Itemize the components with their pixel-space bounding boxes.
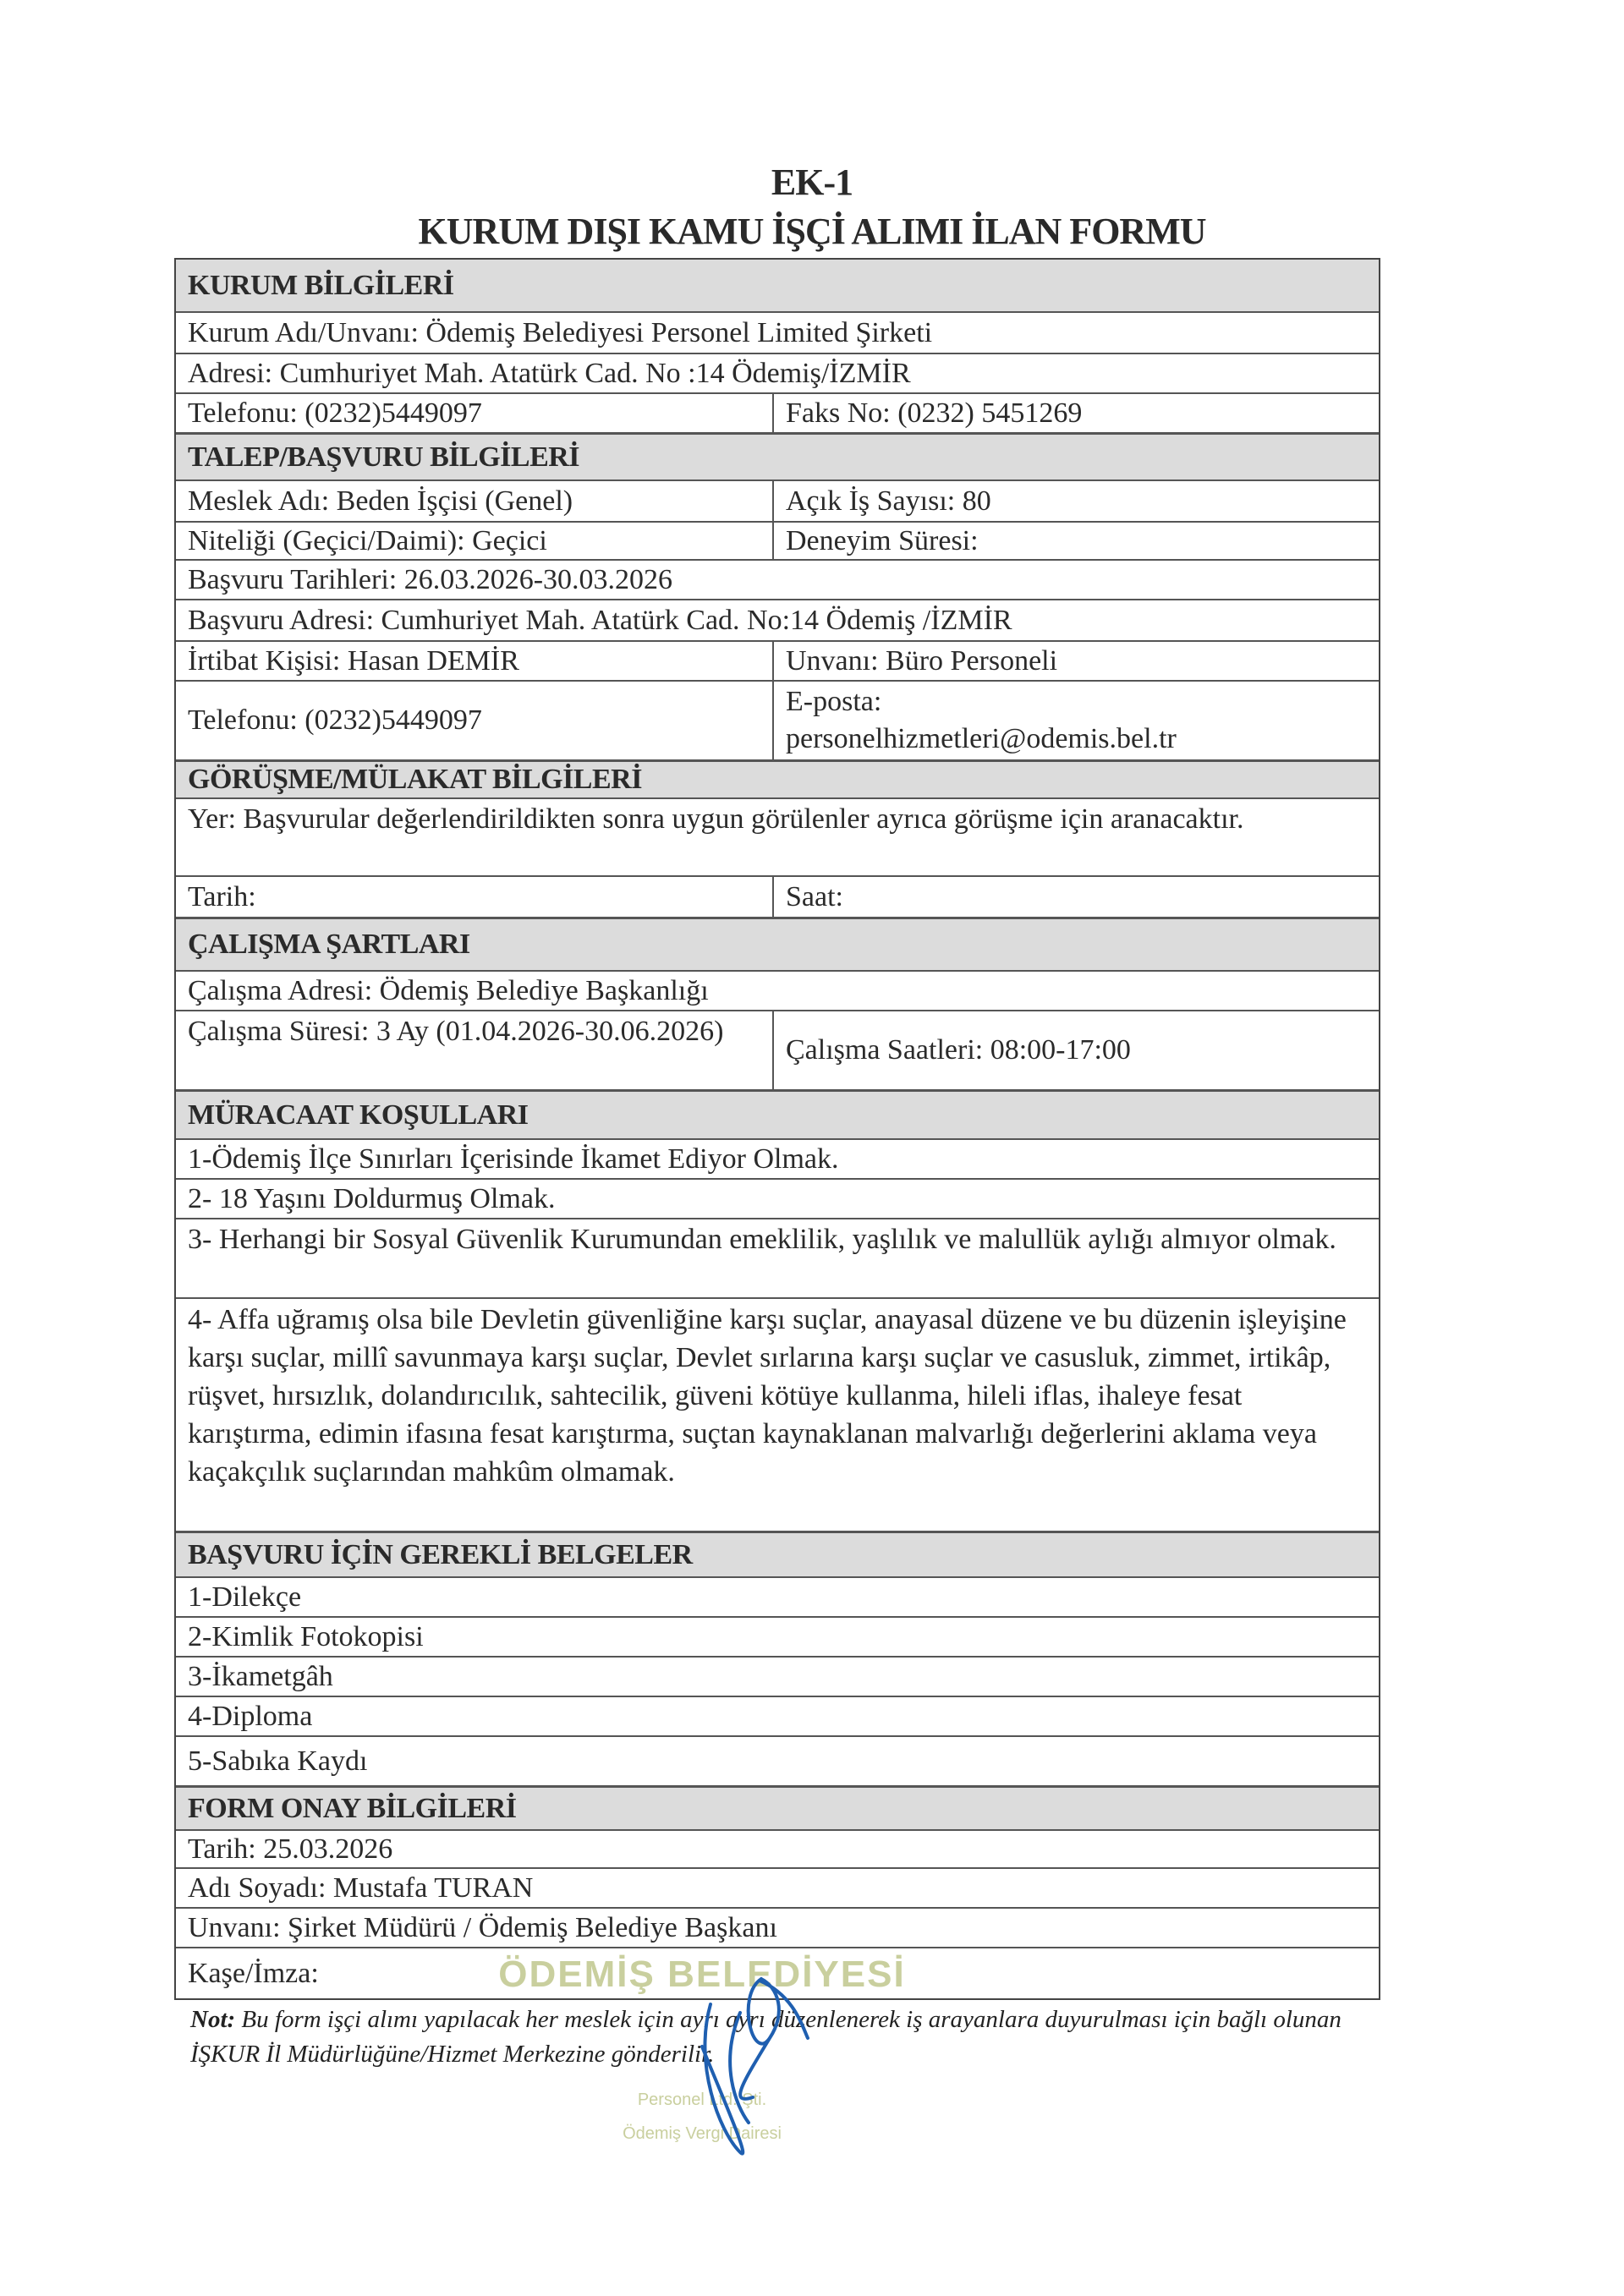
work-duration: Çalışma Süresi: 3 Ay (01.04.2026-30.06.2026) (176, 1011, 774, 1089)
contact-person: İrtibat Kişisi: Hasan DEMİR (176, 642, 774, 680)
work-hours: Çalışma Saatleri: 08:00-17:00 (786, 1034, 1131, 1066)
section-kurum (176, 260, 1379, 311)
document-item: 1-Dilekçe (188, 1581, 302, 1613)
section-heading: FORM ONAY BİLGİLERİ (188, 1792, 517, 1824)
interview-date: Tarih: (176, 877, 774, 917)
section-onay (176, 1785, 1379, 1829)
section-heading: BAŞVURU İÇİN GEREKLİ BELGELER (188, 1538, 693, 1570)
approver-name: Adı Soyadı: Mustafa TURAN (188, 1871, 534, 1904)
condition-item: 1-Ödemiş İlçe Sınırları İçerisinde İkamet Ediyor Olmak. (188, 1143, 839, 1175)
profession: Meslek Adı: Beden İşçisi (Genel) (176, 481, 774, 521)
document-item: 3-İkametgâh (188, 1660, 333, 1692)
job-nature: Niteliği (Geçici/Daimi): Geçici (176, 523, 774, 559)
interview-time: Saat: (786, 880, 843, 912)
note-label: Not: (190, 2006, 236, 2033)
email-label: E-posta: (786, 686, 882, 717)
section-calisma (176, 917, 1379, 970)
section-muracaat (176, 1089, 1379, 1138)
company-stamp-line: Ödemiş Vergi Dairesi (623, 2124, 782, 2143)
signature-icon (660, 1962, 829, 2182)
company-stamp-line: Personel Ltd. Şti. (637, 2091, 767, 2109)
job-posting-form (174, 258, 1380, 2000)
contact-title: Unvanı: Büro Personeli (786, 644, 1058, 677)
institution-fax: Faks No: (0232) 5451269 (786, 397, 1083, 429)
condition-item: 4- Affa uğramış olsa bile Devletin güvenliğine karşı suçlar, anayasal düzene ve bu düzenin işleyişine karşı suçlar, millî savunmaya karşı suçlar, Devlet sırlarına karşı suçlar ve casusluk, zimmet, irtikâp, rüşvet, hırsızlık, dolandırıcılık, sahtecilik, güveni kötüye kullanma, hileli iflas, ihaleye fesat karıştırma, edimin ifasına fesat karıştırma, suçtan kaynaklanan malvarlığı değerlerini aklama veya kaçakçılık suçlarından mahkûm olmamak. (188, 1304, 1347, 1488)
document-item: 4-Diploma (188, 1700, 313, 1732)
note-text: Bu form işçi alımı yapılacak her meslek için ayrı ayrı düzenlenerek iş arayanlara duyurulması için bağlı olunan İŞKUR İl Müdürlüğüne/Hizmet Merkezine gönderilir. (190, 2006, 1341, 2068)
company-stamp-title: ÖDEMİŞ BELEDİYESİ (498, 1954, 906, 1995)
interview-place: Yer: Başvurular değerlendirildikten sonra uygun görülenler ayrıca görüşme için aranacaktır. (188, 803, 1244, 835)
document-code: EK-1 (771, 162, 853, 203)
email-link[interactable]: personelhizmetleri@odemis.bel.tr (786, 723, 1177, 754)
condition-item: 3- Herhangi bir Sosyal Güvenlik Kurumundan emeklilik, yaşlılık ve malullük aylığı almıyor olmak. (188, 1224, 1336, 1255)
application-dates: Başvuru Tarihleri: 26.03.2026-30.03.2026 (188, 563, 673, 595)
section-heading: MÜRACAAT KOŞULLARI (188, 1099, 529, 1131)
experience: Deneyim Süresi: (786, 524, 979, 556)
section-heading: TALEP/BAŞVURU BİLGİLERİ (188, 441, 580, 473)
section-heading: ÇALIŞMA ŞARTLARI (188, 929, 470, 960)
contact-phone: Telefonu: (0232)5449097 (176, 682, 774, 759)
document-item: 2-Kimlik Fotokopisi (188, 1620, 424, 1652)
condition-item: 2- 18 Yaşını Doldurmuş Olmak. (188, 1182, 556, 1214)
section-belgeler (176, 1531, 1379, 1576)
document-title: KURUM DIŞI KAMU İŞÇİ ALIMI İLAN FORMU (418, 211, 1206, 252)
institution-address: Adresi: Cumhuriyet Mah. Atatürk Cad. No :14 Ödemiş/İZMİR (188, 357, 911, 389)
application-address: Başvuru Adresi: Cumhuriyet Mah. Atatürk Cad. No:14 Ödemiş /İZMİR (188, 604, 1012, 636)
approver-title: Unvanı: Şirket Müdürü / Ödemiş Belediye Başkanı (188, 1911, 777, 1943)
document-item: 5-Sabıka Kaydı (188, 1745, 368, 1777)
section-talep (176, 432, 1379, 479)
section-gorusme (176, 759, 1379, 797)
openings: Açık İş Sayısı: 80 (786, 485, 991, 517)
institution-phone: Telefonu: (0232)5449097 (176, 394, 774, 432)
section-heading: KURUM BİLGİLERİ (188, 269, 454, 301)
work-address: Çalışma Adresi: Ödemiş Belediye Başkanlığı (188, 974, 709, 1006)
institution-name: Kurum Adı/Unvanı: Ödemiş Belediyesi Personel Limited Şirketi (188, 316, 933, 348)
section-heading: GÖRÜŞME/MÜLAKAT BİLGİLERİ (188, 764, 642, 795)
stamp-signature-label: Kaşe/İmza: (188, 1957, 319, 1989)
approval-date: Tarih: 25.03.2026 (188, 1833, 393, 1865)
